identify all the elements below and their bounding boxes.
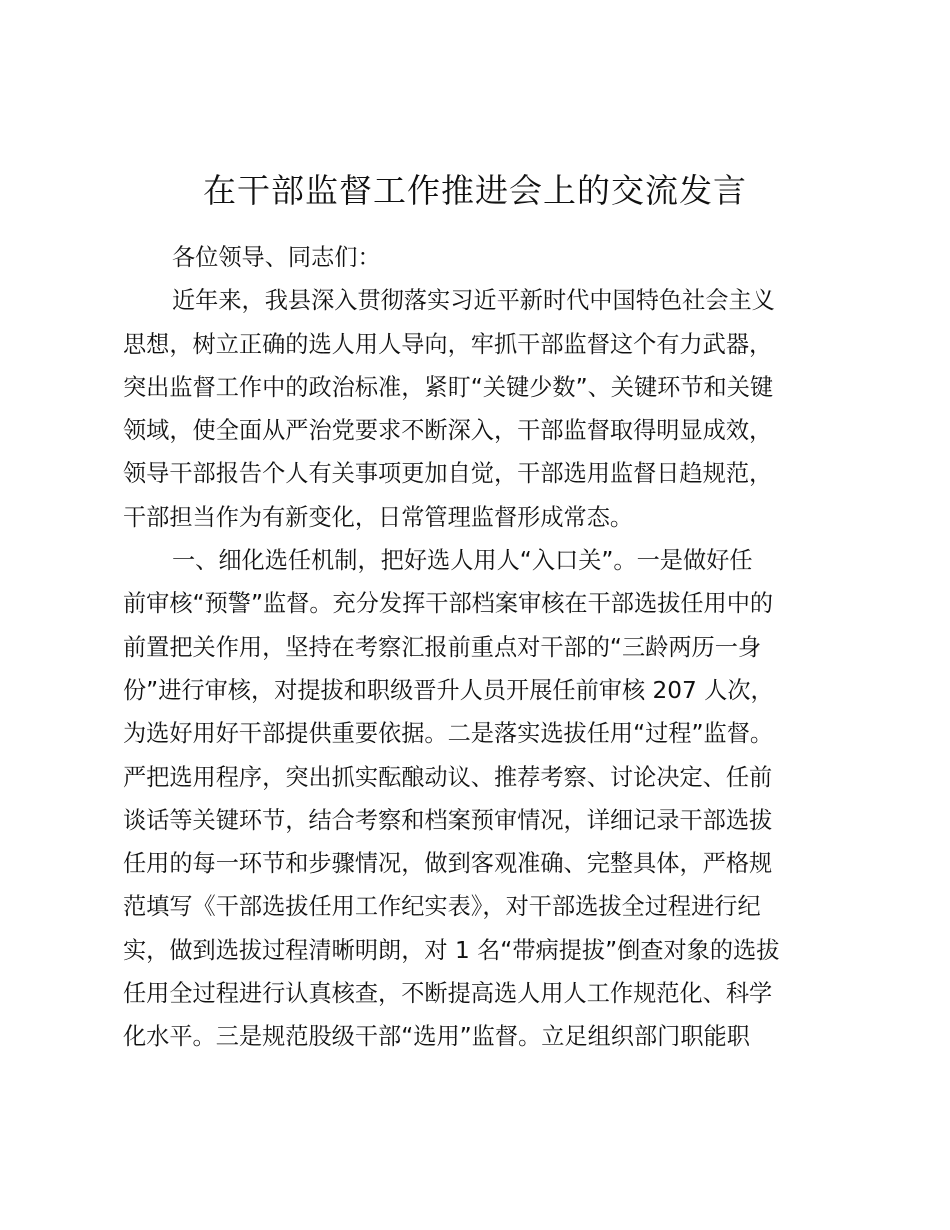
paragraph-line: 领导干部报告个人有关事项更加自觉，干部选用监督日趋规范， (123, 460, 773, 488)
paragraph-line: 领域，使全面从严治党要求不断深入，干部监督取得明显成效， (123, 417, 773, 445)
paragraph-line: 化水平。三是规范股级干部“选用”监督。立足组织部门职能职 (123, 1023, 750, 1051)
document-body (123, 236, 833, 1059)
paragraph-line: 为选好用好干部提供重要依据。二是落实选拔任用“过程”监督。 (123, 720, 774, 748)
paragraph-line: 范填写《干部选拔任用工作纪实表》，对干部选拔全过程进行纪 (123, 893, 761, 921)
paragraph-line: 近年来，我县深入贯彻落实习近平新时代中国特色社会主义 (172, 287, 775, 315)
paragraph-line: 前置把关作用，坚持在考察汇报前重点对干部的“三龄两历一身 (123, 633, 762, 661)
paragraph-line: 任用的每一环节和步骤情况，做到客观准确、完整具体，严格规 (123, 850, 773, 878)
paragraph-line: 谈话等关键环节，结合考察和档案预审情况，详细记录干部选拔 (123, 806, 773, 834)
paragraph-line: 份”进行审核，对提拔和职级晋升人员开展任前审核 207 人次， (123, 676, 774, 704)
paragraph-line: 实，做到选拔过程清晰明朗，对 1 名“带病提拔”倒查对象的选拔 (123, 936, 780, 964)
salutation: 各位领导、同志们： (172, 244, 381, 271)
paragraph-line: 思想，树立正确的选人用人导向，牢抓干部监督这个有力武器， (123, 330, 773, 358)
paragraph-line: 严把选用程序，突出抓实酝酿动议、推荐考察、讨论决定、任前 (123, 763, 773, 791)
paragraph-line: 前审核“预警”监督。充分发挥干部档案审核在干部选拔任用中的 (123, 590, 774, 618)
paragraph-line: 干部担当作为有新变化，日常管理监督形成常态。 (123, 503, 634, 531)
paragraph-line: 任用全过程进行认真核查，不断提高选人用人工作规范化、科学 (123, 980, 773, 1008)
paragraph-line: 突出监督工作中的政治标准，紧盯“关键少数”、关键环节和关键 (123, 373, 774, 401)
paragraph-line: 一、细化选任机制，把好选人用人“入口关”。一是做好任 (172, 547, 753, 575)
document-title: 在干部监督工作推进会上的交流发言 (203, 171, 747, 210)
